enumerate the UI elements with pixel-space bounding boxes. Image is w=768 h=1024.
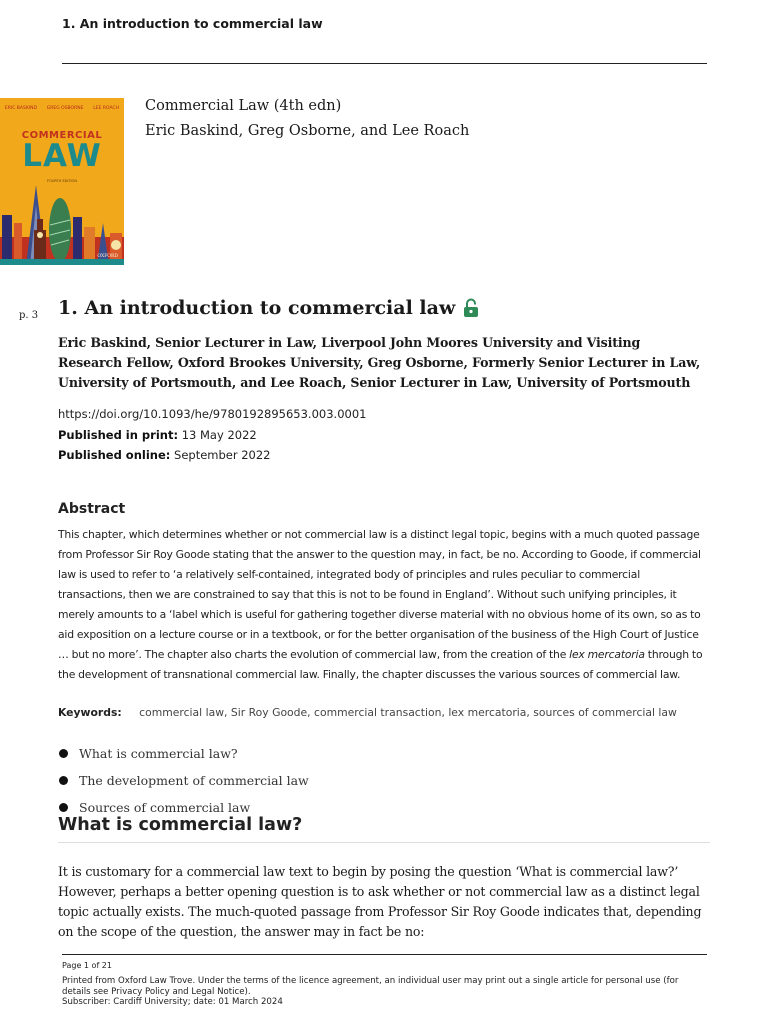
- cover-author-2: GREG OSBORNE: [46, 106, 84, 111]
- abstract-heading: Abstract: [58, 501, 126, 517]
- bullet-dot-icon: [59, 749, 68, 758]
- cover-authors: [0, 106, 124, 112]
- keyword-link[interactable]: commercial law: [139, 706, 225, 719]
- abstract-text-part1: This chapter, which determines whether or not commercial law is a distinct legal topic, begins with a much quoted passage from Professor Sir Roy Goode stating that the answer to the question may, in fact, be no. According to Goode, if commercial law is used to refer to ‘a relatively self-contained, integrated body of principles and rules peculiar to commercial transactions, then we are constrained to say that this is not to be found in England’. Without such unifying principles, it merely amounts to a ‘label which is useful for gathering together diverse material with no obvious home of its own, so as to aid exposition on a lecture course or in a textbook, or for the better organisation of the business of the High Court of Justice … but no more’. The chapter also charts the evolution of commercial law, from the creation of the: [58, 528, 701, 661]
- section-paragraph: It is customary for a commercial law text to begin by posing the question ‘What is commercial law?’ However, perhaps a better opening question is to ask whether or not commercial law as a distinct legal topic actually exists. The much-quoted passage from Professor Sir Roy Goode indicates that, depending on the scope of the question, the answer may in fact be no:: [58, 864, 702, 939]
- abstract-text-part2: through to the development of transnational commercial law. Finally, the chapter discusses the various sources of commercial law.: [58, 648, 703, 681]
- published-online-date: September 2022: [174, 448, 271, 462]
- footer-rule: [62, 954, 707, 955]
- footer-licence-text: Printed from Oxford Law Trove. Under the terms of the licence agreement, an individual user may print out a single article for personal use (for details see Privacy Policy and Legal Notice).: [62, 976, 679, 997]
- cover-author-1: ERIC BASKIND: [4, 106, 37, 111]
- keywords-label: Keywords:: [58, 706, 122, 719]
- keyword-link[interactable]: Sir Roy Goode: [230, 706, 308, 719]
- top-rule: [62, 63, 707, 64]
- chapter-outline: [58, 740, 309, 821]
- book-authors: Eric Baskind, Greg Osborne, and Lee Roach: [145, 123, 470, 139]
- doi-line: [58, 407, 708, 421]
- published-online-line: [58, 448, 708, 462]
- abstract-text-italic: lex mercatoria: [569, 648, 645, 661]
- chapter-title-text: 1. An introduction to commercial law: [58, 297, 456, 319]
- outline-item-label: The development of commercial law: [79, 773, 309, 788]
- abstract-text: [58, 525, 710, 685]
- keyword-separator: ,: [526, 706, 534, 719]
- running-head: 1. An introduction to commercial law: [62, 16, 323, 31]
- published-online-label: Published online:: [58, 448, 171, 462]
- outline-item[interactable]: [58, 740, 309, 767]
- bullet-dot-icon: [59, 776, 68, 785]
- published-print-label: Published in print:: [58, 428, 179, 442]
- open-lock-icon: [463, 298, 479, 318]
- cover-edition: FOURTH EDITION: [47, 179, 77, 183]
- keywords: [58, 706, 718, 719]
- cover-skyline-illustration: [0, 175, 124, 265]
- doi-link[interactable]: https://doi.org/10.1093/he/9780192895653.003.0001: [58, 407, 367, 421]
- cover-author-3: LEE ROACH: [93, 106, 120, 111]
- outline-item-label: Sources of commercial law: [79, 800, 251, 815]
- footer-subscriber: Subscriber: Cardiff University; date: 01 March 2024: [62, 997, 283, 1007]
- outline-item[interactable]: [58, 767, 309, 794]
- keyword-separator: ,: [224, 706, 231, 719]
- footer-page-number: Page 1 of 21: [62, 961, 112, 970]
- published-print-line: [58, 428, 708, 442]
- footer-licence: [62, 976, 702, 1008]
- chapter-contributors: Eric Baskind, Senior Lecturer in Law, Liverpool John Moores University and Visiting Research Fellow, Oxford Brookes University, Greg Osborne, Formerly Senior Lecturer in Law, University of Portsmouth, and Lee Roach, Senior Lecturer in Law, University of Portsmouth: [58, 335, 701, 390]
- section-heading: What is commercial law?: [58, 815, 303, 835]
- book-cover[interactable]: [0, 98, 124, 265]
- book-title[interactable]: Commercial Law (4th edn): [145, 98, 342, 114]
- cover-title-line2: LAW: [22, 138, 102, 174]
- keyword-link[interactable]: sources of commercial law: [533, 706, 677, 719]
- bullet-dot-icon: [59, 803, 68, 812]
- outline-item-label: What is commercial law?: [79, 746, 238, 761]
- keyword-link[interactable]: commercial transaction: [314, 706, 442, 719]
- cover-title-line1: COMMERCIAL: [21, 130, 103, 141]
- chapter-title: [58, 297, 479, 319]
- page-marker: p. 3: [19, 310, 39, 321]
- published-print-date: 13 May 2022: [181, 428, 257, 442]
- cover-publisher: OXFORD: [97, 254, 118, 259]
- keyword-link[interactable]: lex mercatoria: [448, 706, 527, 719]
- keyword-separator: ,: [307, 706, 315, 719]
- section-rule: [58, 842, 710, 843]
- keyword-separator: ,: [441, 706, 449, 719]
